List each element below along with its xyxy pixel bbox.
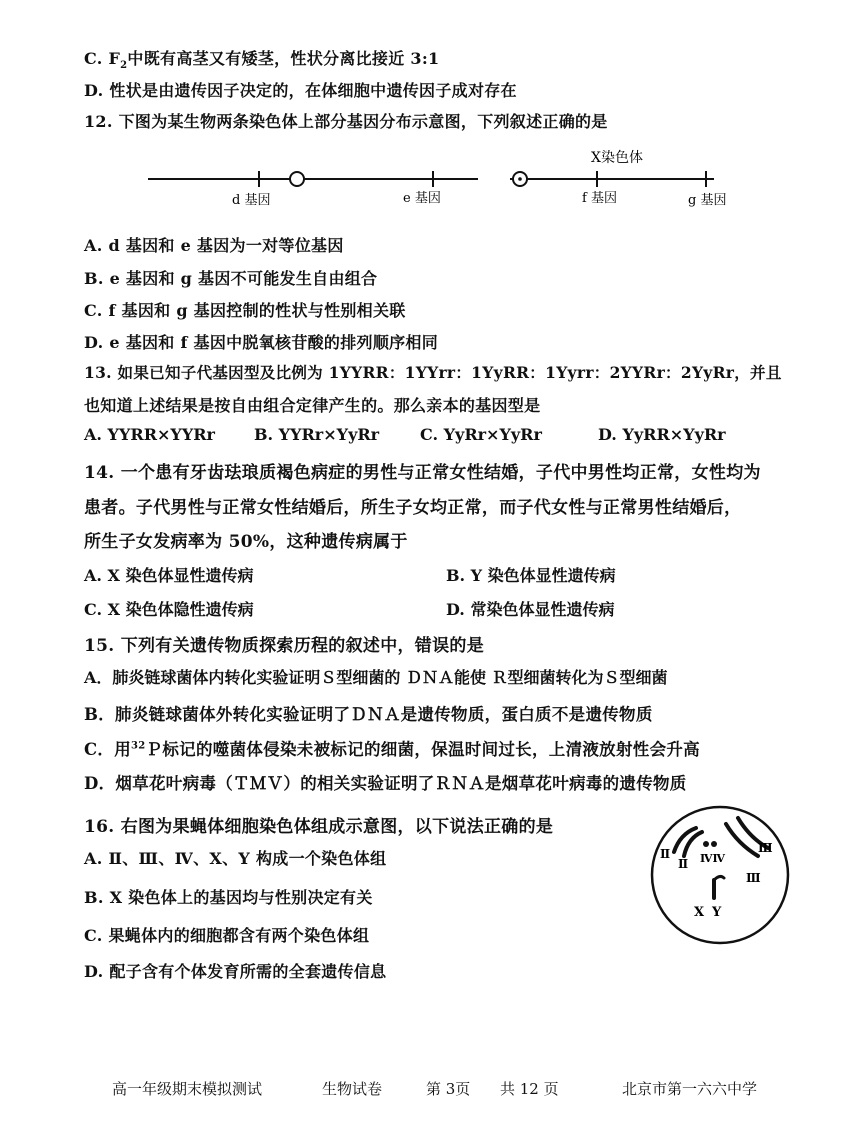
gene-e-label: e 基因 [403,191,441,206]
q14-stem-line2: 患者。子代男性与正常女性结婚后，所生子女均正常，而子代女性与正常男性结婚后， [84,498,742,518]
footer-total: 共 12 页 [500,1080,559,1098]
q11-option-c [84,46,439,71]
chromosome-iv-b [711,841,717,847]
q16-stem: 16. 右图为果蝇体细胞染色体组成示意图，以下说法正确的是 [84,817,554,837]
q15-option-d: D．烟草花叶病毒（ＴＭＶ）的相关实验证明了ＲＮＡ是烟草花叶病毒的遗传物质 [84,774,687,793]
footer-grade: 高一年级期末模拟测试 [112,1080,263,1098]
q16-option-a: A. Ⅱ、Ⅲ、Ⅳ、X、Y 构成一个染色体组 [84,849,387,868]
q13-option-b: B. YYRr×YyRr [254,425,380,444]
label-ii-right: Ⅱ [678,857,689,871]
q14-option-a: A. X 染色体显性遗传病 [84,566,254,585]
q15-option-a: A．肺炎链球菌体内转化实验证明Ｓ型细菌的 ＤＮＡ能使 Ｒ型细菌转化为Ｓ型细菌 [84,668,668,687]
q14-option-c: C. X 染色体隐性遗传病 [84,600,254,619]
q12-option-d: D. e 基因和 f 基因中脱氧核苷酸的排列顺序相同 [84,333,439,352]
label-ii-left: Ⅱ [660,847,671,861]
fruit-fly-karyotype-figure [640,800,800,950]
q14-stem-line3: 所生子女发病率为 50%，这种遗传病属于 [84,532,408,552]
q11-option-d: D. 性状是由遗传因子决定的，在体细胞中遗传因子成对存在 [84,81,517,100]
footer-page: 第 3页 [426,1080,471,1098]
autosome-centromere [290,172,304,186]
q15-stem: 15. 下列有关遗传物质探索历程的叙述中，错误的是 [84,636,484,656]
q11-option-c-post: 中既有高茎又有矮茎，性状分离比接近 3:1 [127,49,440,68]
q13-stem-line2: 也知道上述结果是按自由组合定律产生的。那么亲本的基因型是 [84,396,541,415]
x-centromere-dot [518,177,522,181]
chromosome-iv-a [703,841,709,847]
q13-option-a: A. YYRR×YYRr [84,425,215,444]
gene-g-label: g 基因 [688,193,727,208]
footer-subject: 生物试卷 [322,1080,383,1098]
q13-stem-line1: 13. 如果已知子代基因型及比例为 1YYRR：1YYrr：1YyRR：1Yyrr：2YYRr：2YyRr，并且 [84,363,782,382]
chromosome-iii-a [726,824,758,856]
q15-option-c-pre: C．用 [84,740,132,759]
x-chromosome-label: X染色体 [591,150,643,166]
label-iii-top: Ⅲ [758,841,773,855]
q11-option-c-sub: 2 [120,60,128,72]
label-y: Y [712,905,722,920]
q15-option-c-sup: 32 [131,740,146,752]
gene-f-label: f 基因 [582,191,617,206]
label-x: X [694,905,705,920]
q15-option-c [84,736,700,760]
q14-stem-line1: 14. 一个患有牙齿珐琅质褐色病症的男性与正常女性结婚，子代中男性均正常，女性均为 [84,463,761,483]
q13-option-d: D. YyRR×YyRr [598,425,726,444]
q13-option-c: C. YyRr×YyRr [420,425,542,444]
q14-option-d: D. 常染色体显性遗传病 [446,600,615,619]
label-iv: ⅣⅣ [700,852,725,865]
label-iii-bottom: Ⅲ [746,871,761,885]
q14-option-b: B. Y 染色体显性遗传病 [446,566,616,585]
chromosome-gene-diagram [0,140,860,220]
chromosome-y [714,876,724,880]
q16-option-c: C. 果蝇体内的细胞都含有两个染色体组 [84,926,370,945]
q16-option-d: D. 配子含有个体发育所需的全套遗传信息 [84,962,387,981]
q16-option-b: B. X 染色体上的基因均与性别决定有关 [84,888,373,907]
q12-option-c: C. f 基因和 g 基因控制的性状与性别相关联 [84,301,406,320]
gene-d-label: d 基因 [232,193,271,208]
q12-option-a: A. d 基因和 e 基因为一对等位基因 [84,236,344,255]
q15-option-b: B．肺炎链球菌体外转化实验证明了ＤＮＡ是遗传物质，蛋白质不是遗传物质 [84,705,653,724]
q12-stem: 12. 下图为某生物两条染色体上部分基因分布示意图，下列叙述正确的是 [84,112,608,131]
q15-option-c-post: Ｐ标记的噬菌体侵染未被标记的细菌，保温时间过长，上清液放射性会升高 [145,740,700,759]
q12-option-b: B. e 基因和 g 基因不可能发生自由组合 [84,269,378,288]
footer-school: 北京市第一六六中学 [622,1080,758,1098]
q11-option-c-pre: C. F [84,49,121,68]
